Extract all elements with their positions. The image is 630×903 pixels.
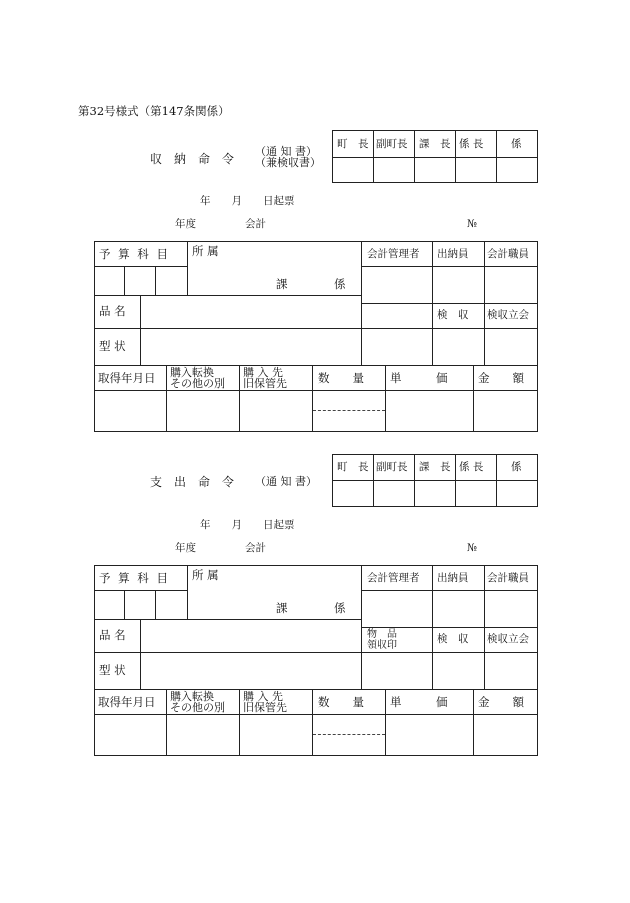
affiliation-label: 所 属 (192, 244, 219, 258)
approval-header-staff: 係 (511, 461, 522, 473)
year-label: 年度 (175, 542, 196, 554)
approval-header-deputy: 副町長 (376, 138, 408, 150)
ka-label: 課 (276, 601, 288, 615)
date-line: 年 月 日起票 (200, 519, 295, 531)
form-title: 第32号様式（第147条関係） (78, 104, 230, 118)
col-amount: 金 額 (478, 695, 524, 709)
approval-header-mayor: 町 長 (337, 461, 369, 473)
section-title: 収 納 命 令 (150, 152, 235, 166)
approval-header-section-chief: 係 長 (459, 138, 484, 150)
approval-header-chief: 課 長 (419, 461, 451, 473)
goods-receipt-seal-label: 物 品 領収印 (367, 629, 397, 651)
col-quantity: 数 量 (318, 371, 364, 385)
col-supplier: 購 入 先 旧保管先 (243, 366, 287, 390)
inspection-header: 検 収 (437, 309, 469, 321)
date-line: 年 月 日起票 (200, 195, 295, 207)
col-amount: 金 額 (478, 371, 524, 385)
budget-label: 予 算 科 目 (99, 571, 168, 585)
col-quantity: 数 量 (318, 695, 364, 709)
col-purchase-type: 購入転換 その他の別 (170, 366, 225, 390)
ka-label: 課 (276, 277, 288, 291)
inspection-witness-header: 検収立会 (487, 309, 529, 321)
approval-header-chief: 課 長 (419, 138, 451, 150)
shape-label: 型 状 (99, 339, 126, 353)
account-label: 会計 (245, 218, 266, 230)
kakari-label: 係 (334, 601, 346, 615)
accountant-header: 会計管理者 (367, 248, 420, 260)
col-acquisition-date: 取得年月日 (98, 371, 156, 385)
accountant-header: 会計管理者 (367, 572, 420, 584)
approval-header-mayor: 町 長 (337, 138, 369, 150)
year-label: 年度 (175, 218, 196, 230)
section-title: 支 出 命 令 (150, 475, 235, 489)
item-name-label: 品 名 (99, 304, 126, 318)
approval-header-deputy: 副町長 (376, 461, 408, 473)
account-label: 会計 (245, 542, 266, 554)
col-acquisition-date: 取得年月日 (98, 695, 156, 709)
kakari-label: 係 (334, 277, 346, 291)
col-unit-price: 単 価 (390, 371, 448, 385)
cashier-header: 出納員 (437, 248, 469, 260)
inspection-witness-header: 検収立会 (487, 633, 529, 645)
item-name-label: 品 名 (99, 628, 126, 642)
section-title-paren: （通 知 書） （兼検収書） (255, 145, 321, 169)
affiliation-label: 所 属 (192, 568, 219, 582)
section-title-paren: （通 知 書） (255, 475, 317, 488)
col-unit-price: 単 価 (390, 695, 448, 709)
col-supplier: 購 入 先 旧保管先 (243, 690, 287, 714)
approval-header-section-chief: 係 長 (459, 461, 484, 473)
accounting-staff-header: 会計職員 (487, 248, 529, 260)
approval-header-staff: 係 (511, 138, 522, 150)
budget-label: 予 算 科 目 (99, 247, 168, 261)
shape-label: 型 状 (99, 663, 126, 677)
number-label: № (467, 218, 477, 230)
accounting-staff-header: 会計職員 (487, 572, 529, 584)
number-label: № (467, 542, 477, 554)
cashier-header: 出納員 (437, 572, 469, 584)
inspection-header: 検 収 (437, 633, 469, 645)
col-purchase-type: 購入転換 その他の別 (170, 690, 225, 714)
